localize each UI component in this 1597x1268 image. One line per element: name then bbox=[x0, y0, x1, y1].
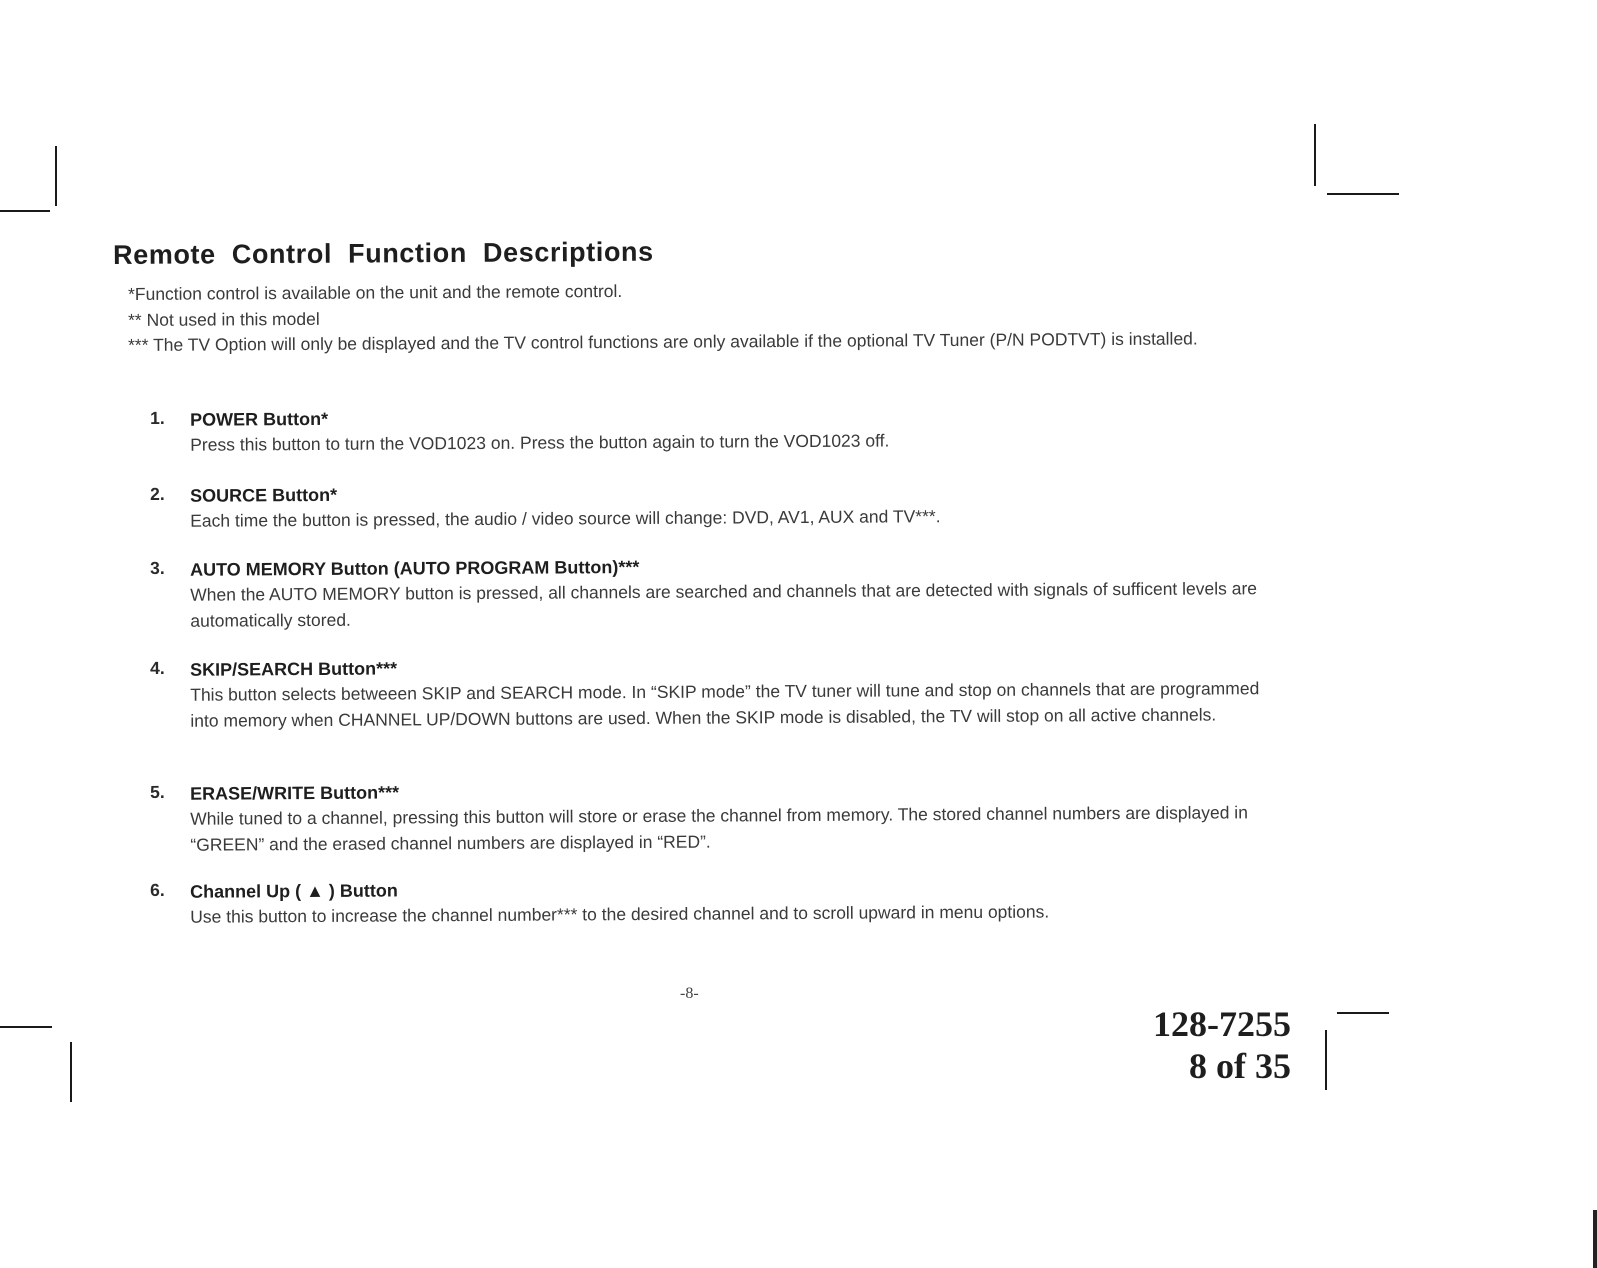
item-heading: SKIP/SEARCH Button*** bbox=[190, 658, 398, 680]
crop-mark-bottom-right-horizontal bbox=[1337, 1012, 1389, 1014]
item-description: Use this button to increase the channel number*** to the desired channel and to scroll upward in menu options. bbox=[190, 901, 1050, 927]
item-description: Each time the button is pressed, the audio / video source will change: DVD, AV1, AUX and TV***. bbox=[190, 506, 941, 531]
list-item-channel-up bbox=[150, 873, 1310, 930]
scan-edge-mark bbox=[1593, 1210, 1597, 1268]
footnote-not-used: ** Not used in this model bbox=[128, 308, 320, 330]
item-heading: ERASE/WRITE Button*** bbox=[190, 782, 400, 804]
document-id-block bbox=[1153, 1003, 1291, 1087]
item-description: While tuned to a channel, pressing this button will store or erase the channel from memory. The stored channel numbers are displayed in “GREEN” and the erased channel numbers are displayed in “RED”. bbox=[190, 802, 1248, 855]
list-item-auto-memory bbox=[150, 551, 1310, 634]
item-number: 5. bbox=[150, 781, 165, 802]
item-number: 6. bbox=[150, 879, 165, 900]
item-description: Press this button to turn the VOD1023 on. Press the button again to turn the VOD1023 off. bbox=[190, 430, 890, 455]
crop-mark-top-right-vertical bbox=[1314, 124, 1316, 186]
crop-mark-bottom-left-vertical bbox=[70, 1042, 72, 1102]
list-item-skip-search bbox=[150, 651, 1310, 734]
item-heading: POWER Button* bbox=[190, 408, 329, 430]
crop-mark-bottom-right-vertical bbox=[1325, 1030, 1327, 1090]
page-count: 8 of 35 bbox=[1189, 1046, 1291, 1086]
page-number: -8- bbox=[680, 985, 699, 1002]
crop-mark-top-left-vertical bbox=[55, 146, 57, 206]
list-item-source bbox=[150, 477, 1310, 534]
item-number: 4. bbox=[150, 657, 165, 678]
footnote-tv-option: *** The TV Option will only be displayed and the TV control functions are only available if the optional TV Tuner (P/N PODTVT) is installed. bbox=[128, 328, 1198, 355]
item-heading: Channel Up ( ▲ ) Button bbox=[190, 880, 398, 902]
item-number: 3. bbox=[150, 557, 165, 578]
item-heading: AUTO MEMORY Button (AUTO PROGRAM Button)*** bbox=[190, 557, 640, 580]
item-number: 1. bbox=[150, 407, 165, 428]
item-description: This button selects betweeen SKIP and SEARCH mode. In “SKIP mode” the TV tuner will tune and stop on channels that are programmed into memory when CHANNEL UP/DOWN buttons are used. When the SKIP mode is disabled, the TV will stop on all active channels. bbox=[190, 678, 1260, 731]
crop-mark-top-left-horizontal bbox=[0, 210, 50, 212]
item-heading: SOURCE Button* bbox=[190, 484, 338, 506]
list-item-erase-write bbox=[150, 775, 1310, 858]
item-number: 2. bbox=[150, 483, 165, 504]
document-id: 128-7255 bbox=[1153, 1004, 1291, 1044]
list-item-power bbox=[150, 401, 1310, 458]
crop-mark-bottom-left-horizontal bbox=[0, 1026, 52, 1028]
page-title: Remote Control Function Descriptions bbox=[113, 236, 654, 270]
item-description: When the AUTO MEMORY button is pressed, all channels are searched and channels that are detected with signals of sufficent levels are automatically stored. bbox=[190, 578, 1258, 631]
footnote-function-control: *Function control is available on the unit and the remote control. bbox=[128, 280, 623, 304]
crop-mark-top-right-horizontal bbox=[1327, 193, 1399, 195]
